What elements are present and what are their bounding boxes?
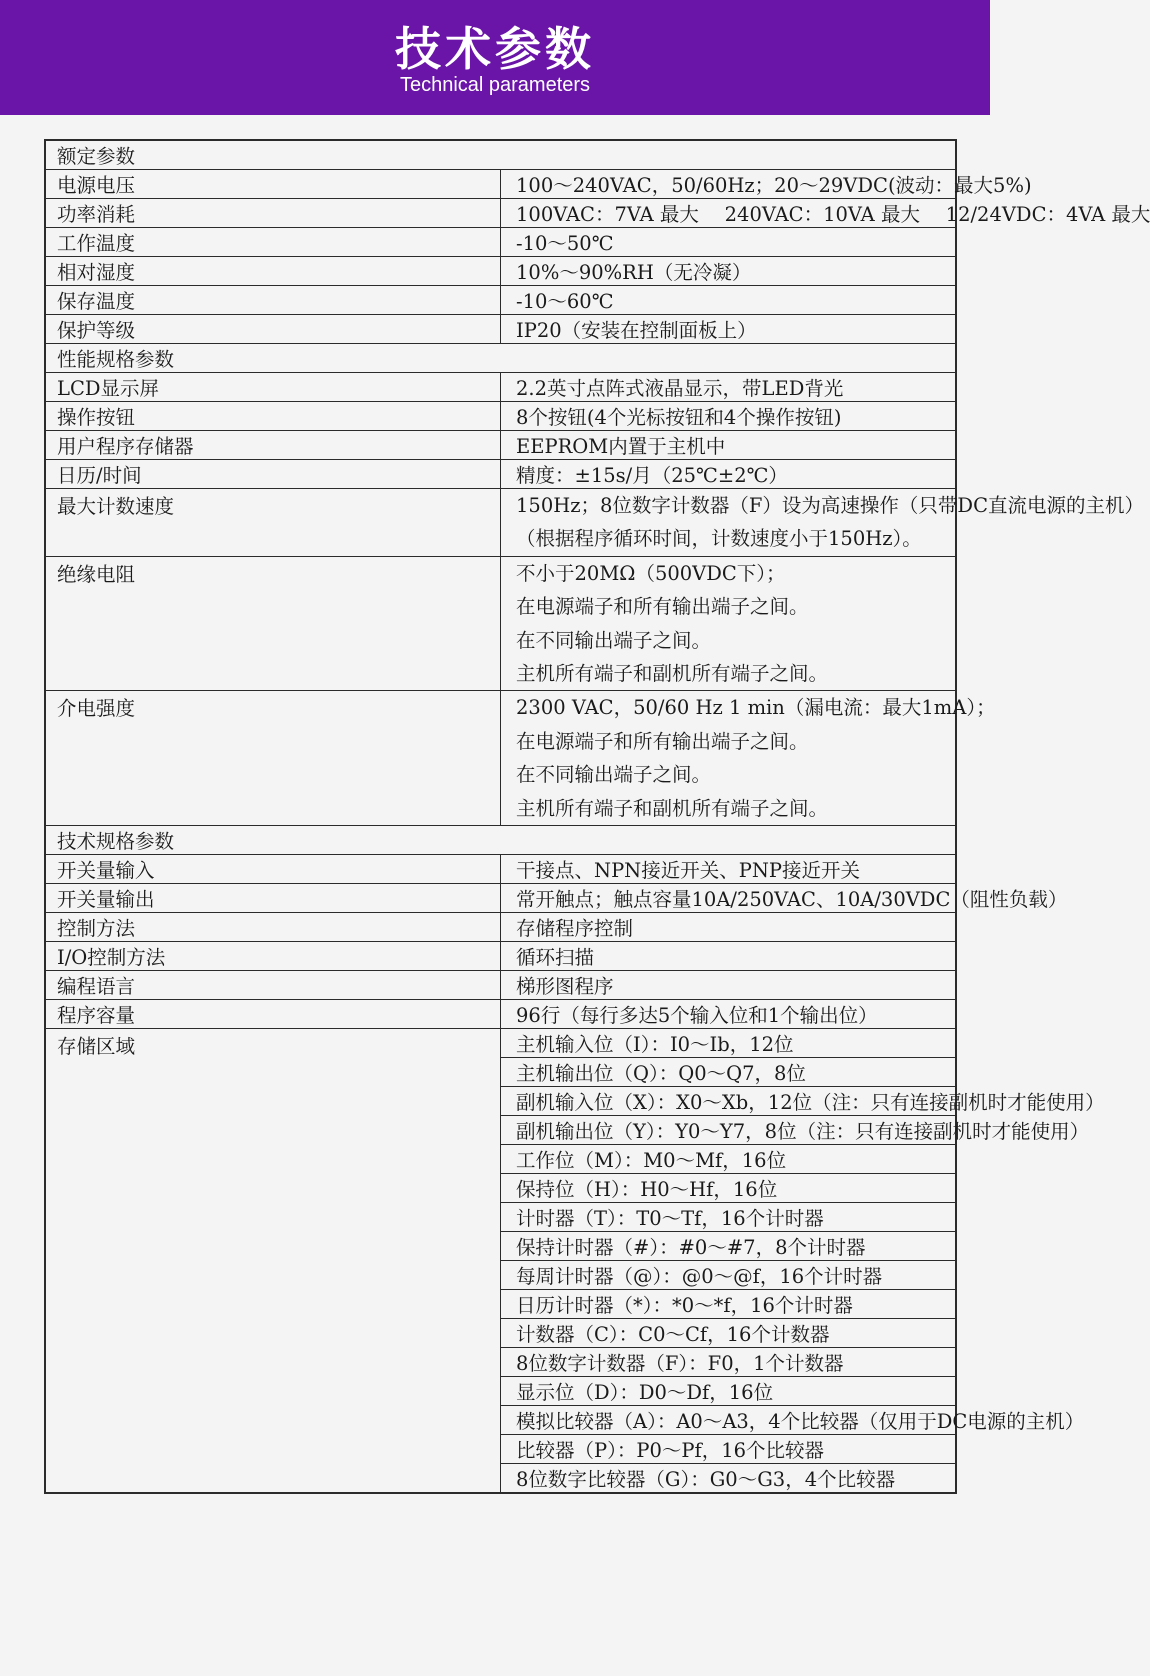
row-label: 程序容量 [45,999,501,1028]
storage-item: 8位数字计数器（F）：F0，1个计数器 [501,1347,957,1376]
table-row [45,941,956,970]
storage-item: 每周计时器（@）：@0～@f，16个计时器 [501,1260,957,1289]
table-row [45,883,956,912]
storage-item: 比较器（P）：P0～Pf，16个比较器 [501,1434,957,1463]
row-value: 10%～90%RH（无冷凝） [501,257,957,286]
table-row [45,691,956,826]
page-subtitle: Technical parameters [399,74,591,96]
value-line: 不小于20MΩ（500VDC下）； [516,561,786,585]
row-label: I/O控制方法 [45,941,501,970]
row-value: 循环扫描 [501,941,957,970]
storage-item: 8位数字比较器（G）：G0～G3，4个比较器 [501,1463,957,1493]
row-value: 2.2英寸点阵式液晶显示，带LED背光 [501,373,957,402]
row-label: 存储区域 [45,1028,501,1493]
table-row [45,315,956,344]
row-value: 100VAC：7VA 最大 240VAC：10VA 最大 12/24VDC：4VA 最大 [501,199,957,228]
page-title: 技术参数 [395,22,595,76]
row-value: 8个按钮(4个光标按钮和4个操作按钮) [501,402,957,431]
section-row [45,825,956,854]
table-row [45,970,956,999]
table-row [45,460,956,489]
section-row [45,140,956,170]
row-label: LCD显示屏 [45,373,501,402]
table-row [45,257,956,286]
storage-item: 保持位（H）：H0～Hf，16位 [501,1173,957,1202]
table-row [45,999,956,1028]
value-line: 150Hz；8位数字计数器（F）设为高速操作（只带DC直流电源的主机） [516,494,1144,517]
storage-item: 副机输入位（X）：X0～Xb，12位（注：只有连接副机时才能使用） [501,1086,957,1115]
storage-item: 主机输出位（Q）：Q0～Q7，8位 [501,1057,957,1086]
row-label: 绝缘电阻 [45,556,501,691]
table-row [45,431,956,460]
value-line: 在不同输出端子之间。 [516,628,712,652]
value-line: 2300 VAC，50/60 Hz 1 min（漏电流：最大1mA）； [516,696,996,720]
row-label: 开关量输入 [45,854,501,883]
table-row [45,199,956,228]
row-label: 保存温度 [45,286,501,315]
table-row [45,402,956,431]
row-label: 功率消耗 [45,199,501,228]
section-title-performance: 性能规格参数 [45,344,956,373]
page-header [0,0,990,115]
row-value: 存储程序控制 [501,912,957,941]
storage-item: 工作位（M）：M0～Mf，16位 [501,1144,957,1173]
table-row [45,489,956,557]
table-row [45,912,956,941]
table-row [45,556,956,691]
spec-table [44,139,1150,1494]
storage-item: 主机输入位（I）：I0～Ib，12位 [501,1028,957,1057]
row-value: -10～60℃ [501,286,957,315]
storage-item: 显示位（D）：D0～Df，16位 [501,1376,957,1405]
value-line: （根据程序循环时间，计数速度小于150Hz）。 [516,527,922,551]
row-label: 开关量输出 [45,883,501,912]
table-row [45,170,956,199]
row-value-multiline [501,691,996,826]
table-row [45,1028,956,1057]
row-value: -10～50℃ [501,228,957,257]
value-line: 主机所有端子和副机所有端子之间。 [516,661,829,685]
table-row [45,228,956,257]
row-value: 梯形图程序 [501,970,957,999]
storage-item: 计数器（C）：C0～Cf，16个计数器 [501,1318,957,1347]
row-value: 干接点、NPN接近开关、PNP接近开关 [501,854,957,883]
row-label: 保护等级 [45,315,501,344]
row-label: 日历/时间 [45,460,501,489]
storage-item: 模拟比较器（A）：A0～A3，4个比较器（仅用于DC电源的主机） [501,1405,957,1434]
row-value: 96行（每行多达5个输入位和1个输出位） [501,999,957,1028]
section-row [45,344,956,373]
row-label: 用户程序存储器 [45,431,501,460]
section-title-technical: 技术规格参数 [45,825,956,854]
value-line: 在电源端子和所有输出端子之间。 [516,729,809,753]
storage-item: 日历计时器（*）：*0～*f，16个计时器 [501,1289,957,1318]
storage-item: 保持计时器（#）：#0～#7，8个计时器 [501,1231,957,1260]
row-label: 相对湿度 [45,257,501,286]
row-value-multiline [501,556,957,691]
row-label: 操作按钮 [45,402,501,431]
row-label: 最大计数速度 [45,489,501,557]
row-label: 编程语言 [45,970,501,999]
table-row [45,286,956,315]
section-title-rated: 额定参数 [45,140,956,170]
row-value-multiline [501,489,1144,557]
table-row [45,854,956,883]
row-value: 常开触点；触点容量10A/250VAC、10A/30VDC（阻性负载） [501,883,957,912]
value-line: 主机所有端子和副机所有端子之间。 [516,796,829,820]
row-value: EEPROM内置于主机中 [501,431,957,460]
storage-item: 副机输出位（Y）：Y0～Y7，8位（注：只有连接副机时才能使用） [501,1115,957,1144]
value-line: 在电源端子和所有输出端子之间。 [516,595,809,619]
row-label: 工作温度 [45,228,501,257]
row-label: 介电强度 [45,691,501,826]
row-value: 精度：±15s/月（25℃±2℃） [501,460,957,489]
row-label: 控制方法 [45,912,501,941]
storage-item: 计时器（T）：T0～Tf，16个计时器 [501,1202,957,1231]
value-line: 在不同输出端子之间。 [516,763,712,787]
table-row [45,373,956,402]
row-label: 电源电压 [45,170,501,199]
row-value: IP20（安装在控制面板上） [501,315,957,344]
row-value: 100～240VAC，50/60Hz；20～29VDC(波动：最大5%) [501,170,957,199]
